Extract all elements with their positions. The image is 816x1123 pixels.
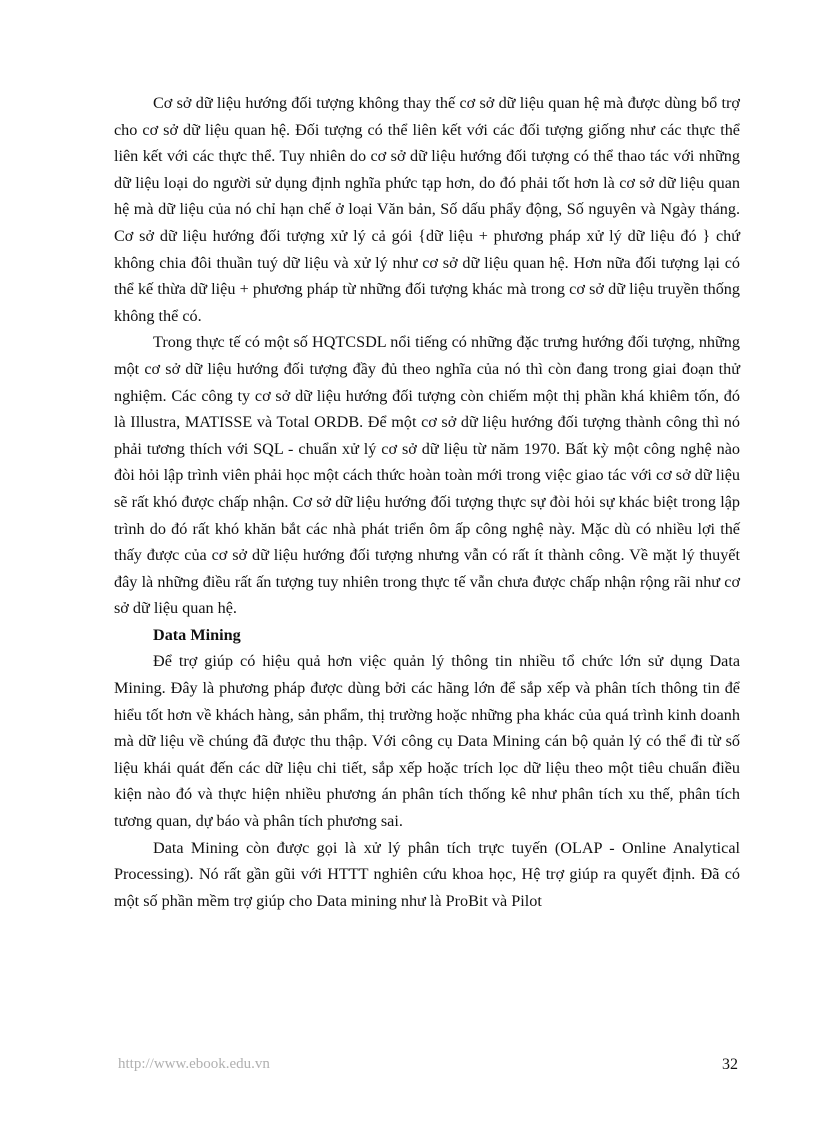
paragraph: Data Mining còn được gọi là xử lý phân tích trực tuyến (OLAP - Online Analytical Processing). Nó rất gần gũi với HTTT nghiên cứu khoa học, Hệ trợ giúp ra quyết định. Đã có một số phần mềm trợ giúp cho Data mining như là ProBit và Pilot — [114, 838, 740, 910]
page-number: 32 — [722, 1056, 738, 1073]
paragraph: Để trợ giúp có hiệu quả hơn việc quản lý thông tin nhiều tổ chức lớn sử dụng Data Mining. Đây là phương pháp được dùng bởi các hãng lớn để sắp xếp và phân tích thông tin để hiểu tốt hơn về khách hàng, sản phẩm, thị trường hoặc những pha khác của quá trình kinh doanh mà dữ liệu về chúng đã được thu thập. Với công cụ Data Mining cán bộ quản lý có thể đi từ số liệu khái quát đến các dữ liệu chi tiết, sắp xếp hoặc trích lọc dữ liệu theo một tiêu chuẩn điều kiện nào đó và thực hiện nhiều phương án phân tích thống kê như phân tích xu thế, phân tích tương quan, dự báo và phân tích phương sai. — [114, 652, 740, 831]
paragraph: Trong thực tế có một số HQTCSDL nổi tiếng có những đặc trưng hướng đối tượng, những một cơ sở dữ liệu hướng đối tượng đầy đủ theo nghĩa của nó thì còn đang trong giai đoạn thử nghiệm. Các công ty cơ sở dữ liệu hướng đối tượng còn chiếm một thị phần khá khiêm tốn, đó là Illustra, MATISSE và Total ORDB. Để một cơ sở dữ liệu hướng đối tượng thành công thì nó phải tương thích với SQL - chuẩn xử lý cơ sở dữ liệu từ năm 1970. Bất kỳ một công nghệ nào đòi hỏi lập trình viên phải học một cách thức hoàn toàn mới trong việc giao tác với cơ sở dữ liệu sẽ rất khó được chấp nhận. Cơ sở dữ liệu hướng đối tượng thực sự đòi hỏi sự khác biệt trong lập trình do đó rất khó khăn bắt các nhà phát triển ôm ấp công nghệ này. Mặc dù có nhiều lợi thế thấy được của cơ sở dữ liệu hướng đối tượng nhưng vẫn có rất ít thành công. Về mặt lý thuyết đây là những điều rất ấn tượng tuy nhiên trong thực tế vẫn chưa được chấp nhận rộng rãi như cơ sở dữ liệu quan hệ. — [114, 333, 740, 618]
footer-url[interactable]: http://www.ebook.edu.vn — [118, 1056, 270, 1072]
paragraph: Cơ sở dữ liệu hướng đối tượng không thay thế cơ sở dữ liệu quan hệ mà được dùng bổ trợ cho cơ sở dữ liệu quan hệ. Đối tượng có thể liên kết với các đối tượng giống như các thực thể liên kết với các thực thể. Tuy nhiên do cơ sở dữ liệu hướng đối tượng có thể thao tác với những dữ liệu loại do người sử dụng định nghĩa phức tạp hơn, do đó phải tốt hơn là cơ sở dữ liệu quan hệ mà dữ liệu của nó chỉ hạn chế ở loại Văn bản, Số dấu phẩy động, Số nguyên và Ngày tháng. Cơ sở dữ liệu hướng đối tượng xử lý cả gói {dữ liệu + phương pháp xử lý dữ liệu đó } chứ không chia đôi thuần tuý dữ liệu và xử lý như cơ sở dữ liệu quan hệ. Hơn nữa đối tượng lại có thể kế thừa dữ liệu + phương pháp từ những đối tượng khác mà trong cơ sở dữ liệu truyền thống không thể có. — [114, 94, 740, 325]
section-heading: Data Mining — [153, 625, 241, 644]
page-body — [114, 90, 740, 914]
